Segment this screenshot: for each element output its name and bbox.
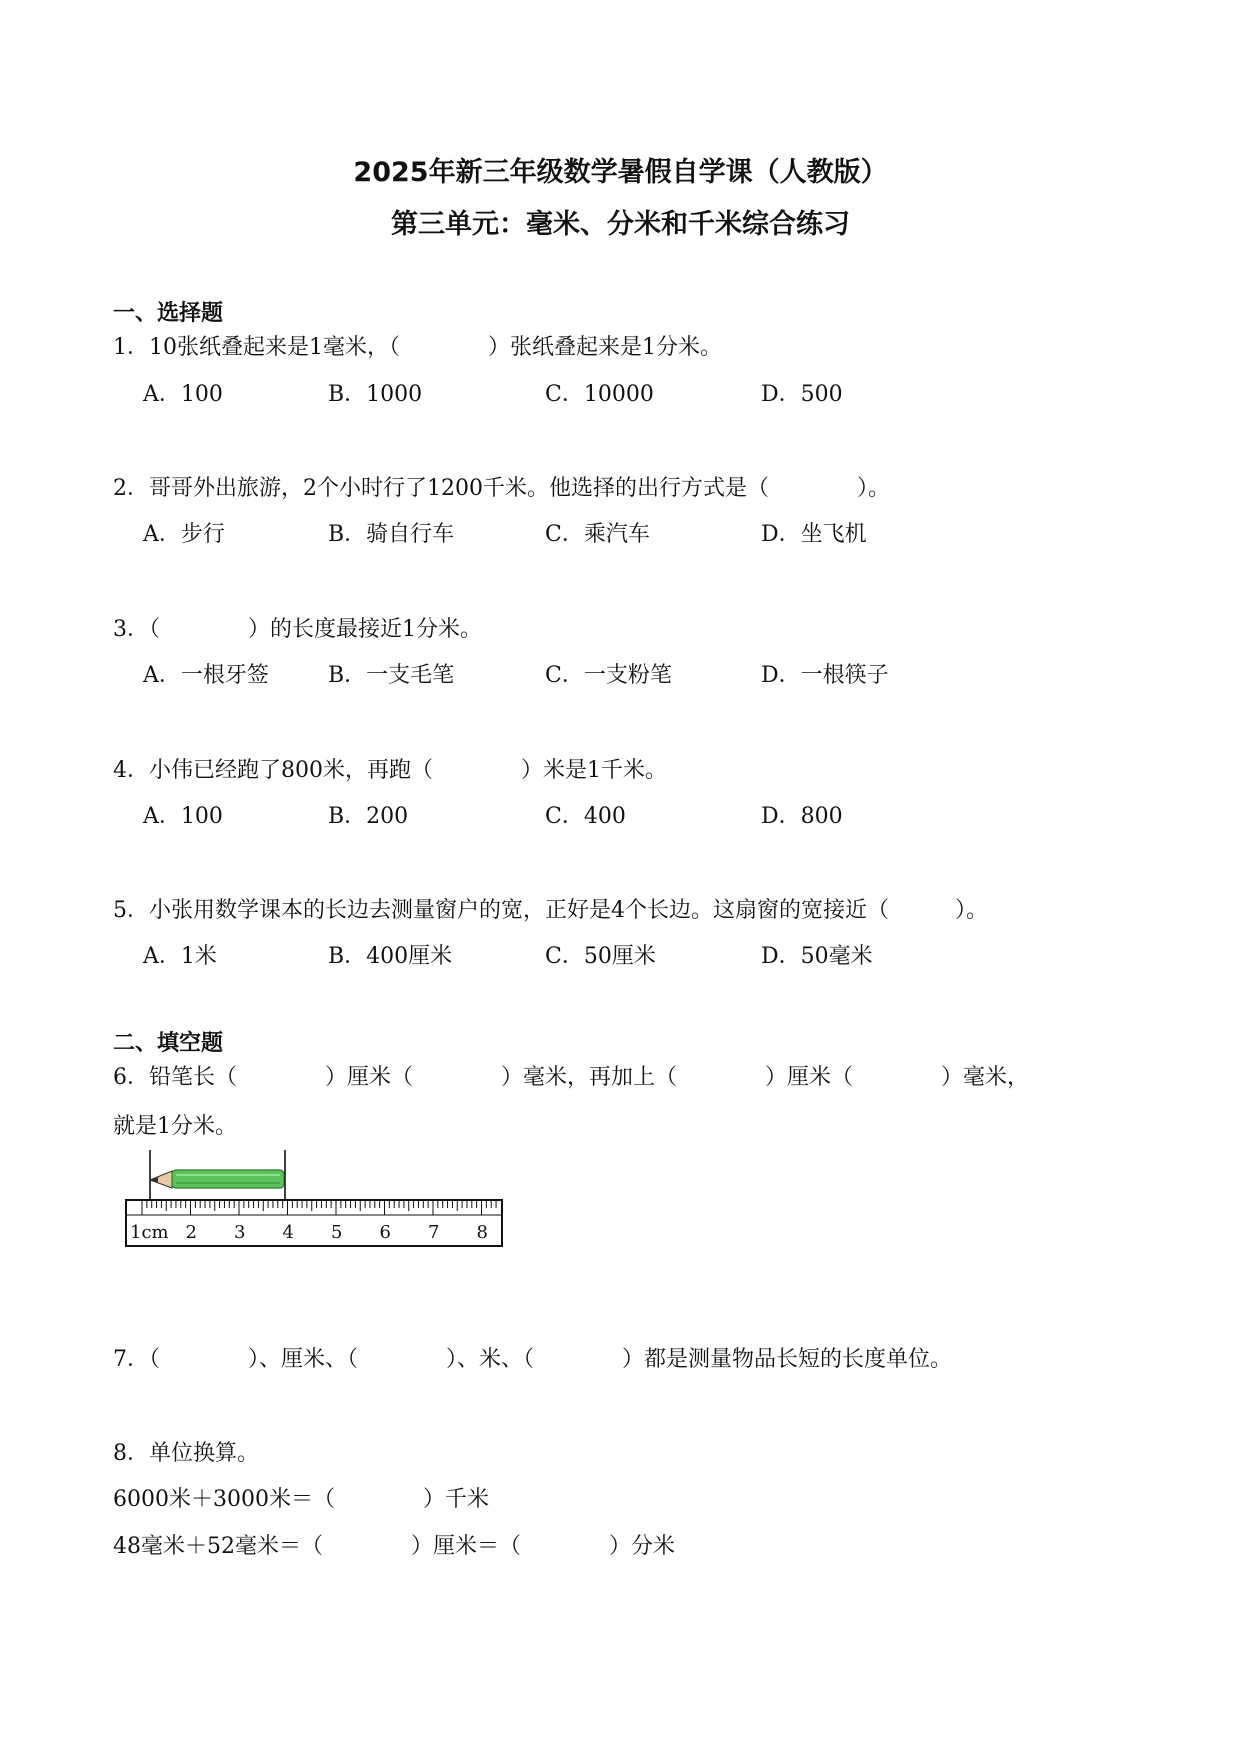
question-4: 4．小伟已经跑了800米，再跑（ ）米是1千米。 — [113, 758, 667, 783]
option-b[interactable]: B．一支毛笔 — [328, 663, 455, 688]
question-3: 3．（ ）的长度最接近1分米。 — [113, 617, 482, 642]
pencil-ruler-figure — [120, 1150, 510, 1260]
question-6-continued: 就是1分米。 — [113, 1114, 237, 1139]
option-c[interactable]: C．10000 — [545, 382, 654, 407]
ruler-label: 4 — [282, 1222, 294, 1243]
ruler-label: 7 — [428, 1222, 440, 1243]
question-6: 6．铅笔长（ ）厘米（ ）毫米，再加上（ ）厘米（ ）毫米， — [113, 1065, 1030, 1090]
option-d[interactable]: D．坐飞机 — [761, 522, 867, 547]
ruler-label: 6 — [379, 1222, 391, 1243]
ruler-label: 5 — [331, 1222, 343, 1243]
page-subtitle: 第三单元：毫米、分米和千米综合练习 — [391, 209, 850, 240]
option-c[interactable]: C．乘汽车 — [545, 522, 650, 547]
ruler-label: 8 — [476, 1222, 488, 1243]
option-a[interactable]: A．一根牙签 — [143, 663, 269, 688]
page-title: 2025年新三年级数学暑假自学课（人教版） — [353, 157, 888, 188]
option-a[interactable]: A．步行 — [143, 522, 225, 547]
question-8-line-1: 6000米＋3000米＝（ ）千米 — [113, 1487, 489, 1512]
question-1: 1．10张纸叠起来是1毫米，（ ）张纸叠起来是1分米。 — [113, 335, 722, 360]
question-7: 7．（ ）、厘米、（ ）、米、（ ）都是测量物品长短的长度单位。 — [113, 1347, 953, 1372]
option-c[interactable]: C．400 — [545, 804, 626, 829]
option-b[interactable]: B．200 — [328, 804, 409, 829]
option-d[interactable]: D．50毫米 — [761, 944, 873, 969]
option-a[interactable]: A．100 — [143, 804, 223, 829]
pencil-icon — [150, 1170, 284, 1188]
section-heading-fill: 二、填空题 — [113, 1031, 224, 1056]
section-heading-choice: 一、选择题 — [113, 301, 224, 326]
question-2: 2．哥哥外出旅游，2个小时行了1200千米。他选择的出行方式是（ ）。 — [113, 476, 890, 501]
question-5: 5．小张用数学课本的长边去测量窗户的宽，正好是4个长边。这扇窗的宽接近（ ）。 — [113, 898, 988, 923]
option-b[interactable]: B．骑自行车 — [328, 522, 455, 547]
ruler-label: 3 — [234, 1222, 246, 1243]
ruler-body — [126, 1200, 502, 1246]
option-b[interactable]: B．1000 — [328, 382, 423, 407]
ruler-label: 2 — [185, 1222, 197, 1243]
option-b[interactable]: B．400厘米 — [328, 944, 453, 969]
option-c[interactable]: C．50厘米 — [545, 944, 656, 969]
ruler-label: 1cm — [130, 1222, 169, 1243]
question-8: 8．单位换算。 — [113, 1441, 259, 1466]
option-d[interactable]: D．500 — [761, 382, 843, 407]
option-d[interactable]: D．一根筷子 — [761, 663, 889, 688]
option-d[interactable]: D．800 — [761, 804, 843, 829]
option-a[interactable]: A．1米 — [143, 944, 217, 969]
question-8-line-2: 48毫米＋52毫米＝（ ）厘米＝（ ）分米 — [113, 1534, 675, 1559]
option-c[interactable]: C．一支粉笔 — [545, 663, 672, 688]
option-a[interactable]: A．100 — [143, 382, 223, 407]
